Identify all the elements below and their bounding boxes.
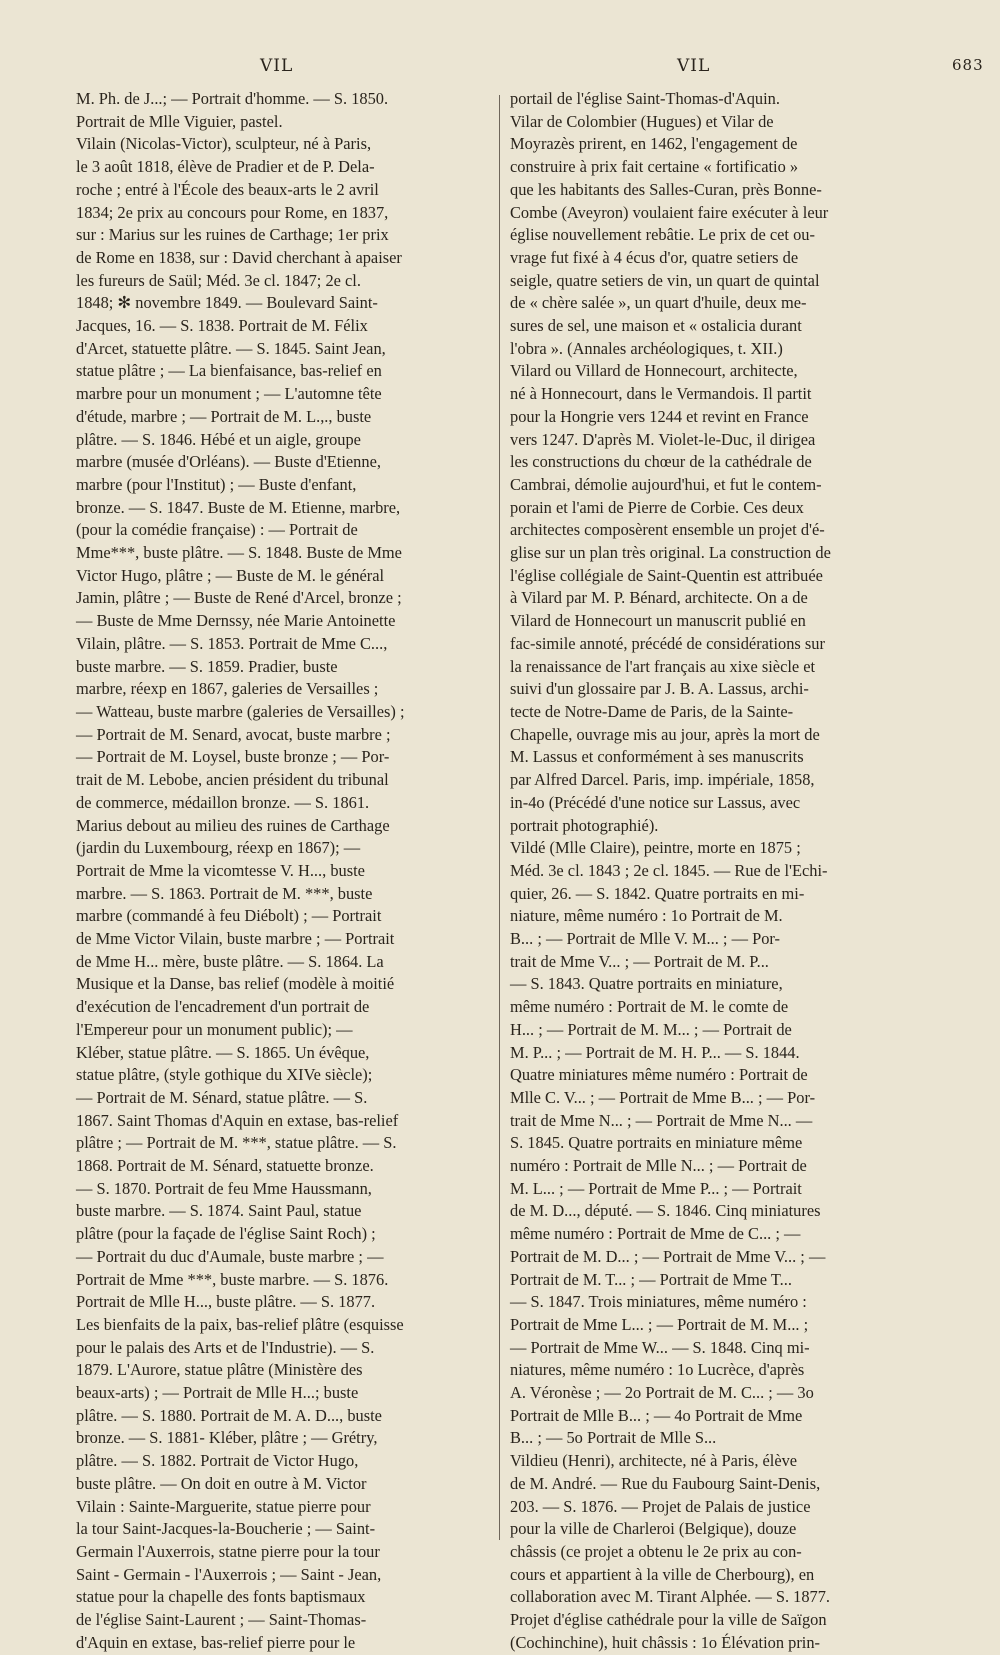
text-line: Mlle C. V... ; — Portrait de Mme B... ; — Por- (510, 1087, 816, 1107)
text-line: (jardin du Luxembourg, réexp en 1867); — (76, 838, 361, 858)
text-line: buste marbre. — S. 1859. Pradier, buste (76, 656, 338, 676)
text-line: portrait photographié). (510, 815, 659, 835)
text-line: la renaissance de l'art français au xixe siècle et (510, 656, 816, 676)
text-line: sures de sel, une maison et « ostalicia durant (510, 316, 802, 336)
text-line: Portrait de Mlle B... ; — 4o Portrait de Mme (510, 1405, 803, 1425)
text-line: plâtre. — S. 1882. Portrait de Victor Hugo, (76, 1451, 359, 1471)
right-column (510, 88, 922, 1655)
text-line: M. Lassus et conformément à ses manuscrits (510, 747, 804, 767)
text-line: Portrait de Mlle Viguier, pastel. (76, 111, 283, 131)
text-line: par Alfred Darcel. Paris, imp. impériale, 1858, (510, 770, 815, 790)
text-line: l'Empereur pour un monument public); — (76, 1019, 353, 1039)
text-line: Vilar de Colombier (Hugues) et Vilar de (510, 111, 774, 131)
text-line: portail de l'église Saint-Thomas-d'Aquin. (510, 89, 780, 108)
text-line: Vilain, plâtre. — S. 1853. Portrait de Mme C..., (76, 633, 388, 653)
text-line: glise sur un plan très original. La construction de (510, 543, 831, 563)
text-line: Kléber, statue plâtre. — S. 1865. Un évêque, (76, 1042, 370, 1062)
text-line: in-4o (Précédé d'une notice sur Lassus, avec (510, 792, 801, 812)
text-line: Portrait de Mme ***, buste marbre. — S. 1876. (76, 1269, 389, 1289)
text-line: Portrait de M. T... ; — Portrait de Mme T... (510, 1269, 792, 1289)
text-line: Projet d'église cathédrale pour la ville de Saïgon (510, 1610, 827, 1630)
text-line: Portrait de Mme la vicomtesse V. H..., buste (76, 860, 365, 880)
text-line: 203. — S. 1876. — Projet de Palais de justice (510, 1496, 811, 1516)
text-line: Vildieu (Henri), architecte, né à Paris, élève (510, 1451, 798, 1471)
text-line: plâtre. — S. 1846. Hébé et un aigle, groupe (76, 429, 361, 449)
text-line: A. Véronèse ; — 2o Portrait de M. C... ; — 3o (510, 1383, 814, 1403)
text-line: de Mme H... mère, buste plâtre. — S. 1864. La (76, 951, 384, 971)
text-line: quier, 26. — S. 1842. Quatre portraits en mi- (510, 883, 805, 903)
text-line: Mme***, buste plâtre. — S. 1848. Buste de Mme (76, 543, 402, 563)
text-line: que les habitants des Salles-Curan, près Bonne- (510, 179, 822, 199)
text-line: trait de Mme V... ; — Portrait de M. P... (510, 951, 769, 971)
text-line: même numéro : Portrait de M. le comte de (510, 997, 789, 1017)
text-line: de l'église Saint-Laurent ; — Saint-Thomas- (76, 1610, 367, 1630)
text-line: Portrait de Mlle H..., buste plâtre. — S. 1877. (76, 1292, 376, 1312)
text-line: H... ; — Portrait de M. M... ; — Portrait de (510, 1019, 792, 1039)
text-line: sur : Marius sur les ruines de Carthage; 1er prix (76, 225, 389, 245)
text-line: Quatre miniatures même numéro : Portrait de (510, 1065, 808, 1085)
text-line: Portrait de Mme L... ; — Portrait de M. M... ; (510, 1314, 809, 1334)
text-line: Chapelle, ouvrage mis au jour, après la mort de (510, 724, 820, 744)
text-line: B... ; — Portrait de Mlle V. M... ; — Por- (510, 929, 780, 949)
text-line: M. L... ; — Portrait de Mme P... ; — Portrait (510, 1178, 802, 1198)
text-line: à Vilard par M. P. Bénard, architecte. On a de (510, 588, 808, 608)
text-line: plâtre ; — Portrait de M. ***, statue plâtre. — S. (76, 1133, 397, 1153)
text-line: — Watteau, buste marbre (galeries de Versailles) ; (76, 701, 405, 721)
text-line: l'église collégiale de Saint-Quentin est attribuée (510, 565, 823, 585)
text-line: niature, même numéro : 1o Portrait de M. (510, 906, 783, 926)
text-line: vrage fut fixé à 4 écus d'or, quatre setiers de (510, 247, 799, 267)
text-line: Marius debout au milieu des ruines de Carthage (76, 815, 390, 835)
text-line: vers 1247. D'après M. Violet-le-Duc, il dirigea (510, 429, 816, 449)
text-line: la tour Saint-Jacques-la-Boucherie ; — Saint- (76, 1519, 376, 1539)
text-line: pour la Hongrie vers 1244 et revint en France (510, 406, 809, 426)
page-number: 683 (952, 56, 984, 74)
text-line: architectes composèrent ensemble un projet d'é- (510, 520, 825, 540)
text-line: Germain l'Auxerrois, statne pierre pour la tour (76, 1542, 380, 1561)
text-line: d'Aquin en extase, bas-relief pierre pour le (76, 1632, 356, 1652)
text-line: de « chère salée », un quart d'huile, deux me- (510, 293, 807, 313)
text-line: — Portrait de Mme W... — S. 1848. Cinq mi- (510, 1337, 810, 1357)
text-line: marbre (musée d'Orléans). — Buste d'Etienne, (76, 452, 381, 472)
text-line: église nouvellement rebâtie. Le prix de cet ou- (510, 225, 815, 245)
text-line: trait de Mme N... ; — Portrait de Mme N... — (510, 1110, 813, 1130)
text-line: tecte de Notre-Dame de Paris, de la Sainte- (510, 701, 794, 721)
text-line: Cambrai, démolie aujourd'hui, et fut le contem- (510, 474, 822, 494)
text-line: de Rome en 1838, sur : David cherchant à apaiser (76, 247, 402, 267)
text-line: Vilain (Nicolas-Victor), sculpteur, né à Paris, (76, 134, 372, 154)
text-line: Musique et la Danse, bas relief (modèle à moitié (76, 974, 395, 994)
text-line: d'étude, marbre ; — Portrait de M. L.,., buste (76, 406, 372, 426)
text-line: Saint - Germain - l'Auxerrois ; — Saint - Jean, (76, 1564, 382, 1584)
text-line: l'obra ». (Annales archéologiques, t. XII.) (510, 338, 783, 358)
text-line: Vildé (Mlle Claire), peintre, morte en 1875 ; (510, 838, 801, 858)
text-line: Vilard ou Villard de Honnecourt, architecte, (510, 361, 798, 381)
text-line: 1879. L'Aurore, statue plâtre (Ministère des (76, 1360, 363, 1380)
text-line: — Portrait de M. Senard, avocat, buste marbre ; (76, 724, 391, 744)
text-line: buste marbre. — S. 1874. Saint Paul, statue (76, 1201, 362, 1221)
text-line: — Portrait de M. Sénard, statue plâtre. — S. (76, 1087, 368, 1107)
text-line: Jacques, 16. — S. 1838. Portrait de M. Félix (76, 316, 368, 336)
text-line: même numéro : Portrait de Mme de C... ; — (510, 1224, 801, 1244)
text-line: marbre, réexp en 1867, galeries de Versailles ; (76, 679, 379, 699)
text-line: Combe (Aveyron) voulaient faire exécuter à leur (510, 202, 829, 222)
text-line: buste plâtre. — On doit en outre à M. Victor (76, 1473, 367, 1493)
text-line: (pour la comédie française) : — Portrait de (76, 520, 358, 540)
text-line: statue pour la chapelle des fonts baptismaux (76, 1587, 366, 1607)
text-line: trait de M. Lebobe, ancien président du tribunal (76, 770, 389, 790)
text-line: né à Honnecourt, dans le Vermandois. Il partit (510, 384, 812, 404)
text-line: 1868. Portrait de M. Sénard, statuette bronze. (76, 1156, 374, 1176)
text-line: de Mme Victor Vilain, buste marbre ; — Portrait (76, 929, 395, 949)
text-line: Vilard de Honnecourt un manuscrit publié en (510, 611, 806, 631)
text-line: bronze. — S. 1847. Buste de M. Etienne, marbre, (76, 497, 401, 517)
text-line: 1848; ✻ novembre 1849. — Boulevard Saint- (76, 293, 378, 313)
text-line: bronze. — S. 1881- Kléber, plâtre ; — Grétry, (76, 1428, 378, 1448)
text-line: — S. 1870. Portrait de feu Mme Haussmann, (76, 1178, 372, 1198)
text-line: pour le palais des Arts et de l'Industrie). — S. (76, 1337, 375, 1357)
text-line: Moyrazès prirent, en 1462, l'engagement de (510, 134, 798, 154)
text-line: suivi d'un glossaire par J. B. A. Lassus, archi- (510, 679, 809, 699)
text-line: (Cochinchine), huit châssis : 1o Élévation prin- (510, 1632, 820, 1652)
text-line: marbre pour un monument ; — L'automne tête (76, 384, 382, 404)
text-line: de commerce, médaillon bronze. — S. 1861. (76, 792, 370, 812)
text-line: 1834; 2e prix au concours pour Rome, en 1837, (76, 202, 389, 222)
column-divider (499, 95, 500, 1540)
text-line: Victor Hugo, plâtre ; — Buste de M. le général (76, 565, 385, 585)
text-line: roche ; entré à l'École des beaux-arts le 2 avril (76, 179, 379, 199)
text-line: M. P... ; — Portrait de M. H. P... — S. 1844. (510, 1042, 800, 1062)
text-line: de M. D..., député. — S. 1846. Cinq miniatures (510, 1201, 821, 1221)
left-column (76, 88, 488, 1655)
text-line: plâtre. — S. 1880. Portrait de M. A. D..., buste (76, 1405, 382, 1425)
text-line: seigle, quatre setiers de vin, un quart de quintal (510, 270, 820, 290)
text-line: fac-simile annoté, précédé de considérations sur (510, 633, 825, 653)
text-line: statue plâtre ; — La bienfaisance, bas-relief en (76, 361, 382, 381)
text-line: niatures, même numéro : 1o Lucrèce, d'après (510, 1360, 805, 1380)
text-line: châssis (ce projet a obtenu le 2e prix au con- (510, 1542, 802, 1561)
text-line: cours et appartient à la ville de Cherbourg), en (510, 1564, 815, 1584)
text-line: de M. André. — Rue du Faubourg Saint-Denis, (510, 1473, 821, 1493)
text-line: les constructions du chœur de la cathédrale de (510, 452, 812, 472)
text-line: — Buste de Mme Dernssy, née Marie Antoinette (76, 611, 396, 631)
running-head-right: VIL (677, 56, 711, 76)
running-head-left: VIL (260, 56, 294, 76)
text-line: collaboration avec M. Tirant Alphée. — S. 1877. (510, 1587, 831, 1607)
text-line: pour la ville de Charleroi (Belgique), douze (510, 1519, 797, 1539)
text-line: — S. 1847. Trois miniatures, même numéro : (510, 1292, 807, 1312)
text-line: porain et l'ami de Pierre de Corbie. Ces deux (510, 497, 804, 517)
text-line: Vilain : Sainte-Marguerite, statue pierre pour (76, 1496, 371, 1516)
text-line: S. 1845. Quatre portraits en miniature même (510, 1133, 803, 1153)
text-line: Les bienfaits de la paix, bas-relief plâtre (esquisse (76, 1314, 404, 1334)
text-line: d'Arcet, statuette plâtre. — S. 1845. Saint Jean, (76, 338, 386, 358)
text-line: Portrait de M. D... ; — Portrait de Mme V... ; — (510, 1246, 826, 1266)
text-line: marbre (pour l'Institut) ; — Buste d'enfant, (76, 474, 357, 494)
text-line: numéro : Portrait de Mlle N... ; — Portrait de (510, 1156, 807, 1176)
text-line: marbre. — S. 1863. Portrait de M. ***, buste (76, 883, 373, 903)
text-line: le 3 août 1818, élève de Pradier et de P. Dela- (76, 157, 375, 177)
text-line: — Portrait du duc d'Aumale, buste marbre ; — (76, 1246, 384, 1266)
text-line: plâtre (pour la façade de l'église Saint Roch) ; (76, 1224, 376, 1244)
text-line: les fureurs de Saül; Méd. 3e cl. 1847; 2e cl. (76, 270, 361, 290)
text-line: d'exécution de l'encadrement d'un portrait de (76, 997, 370, 1017)
text-line: beaux-arts) ; — Portrait de Mlle H...; buste (76, 1383, 359, 1403)
text-line: M. Ph. de J...; — Portrait d'homme. — S. 1850. (76, 89, 389, 108)
text-line: marbre (commandé à feu Diébolt) ; — Portrait (76, 906, 382, 926)
text-line: — Portrait de M. Loysel, buste bronze ; — Por- (76, 747, 390, 767)
text-line: 1867. Saint Thomas d'Aquin en extase, bas-relief (76, 1110, 399, 1130)
text-line: Jamin, plâtre ; — Buste de René d'Arcel, bronze ; (76, 588, 402, 608)
text-line: B... ; — 5o Portrait de Mlle S... (510, 1428, 717, 1448)
text-line: Méd. 3e cl. 1843 ; 2e cl. 1845. — Rue de l'Echi- (510, 860, 828, 880)
text-line: statue plâtre, (style gothique du XIVe siècle); (76, 1065, 373, 1085)
text-line: — S. 1843. Quatre portraits en miniature, (510, 974, 783, 994)
text-line: construire à prix fait certaine « fortificatio » (510, 157, 799, 177)
